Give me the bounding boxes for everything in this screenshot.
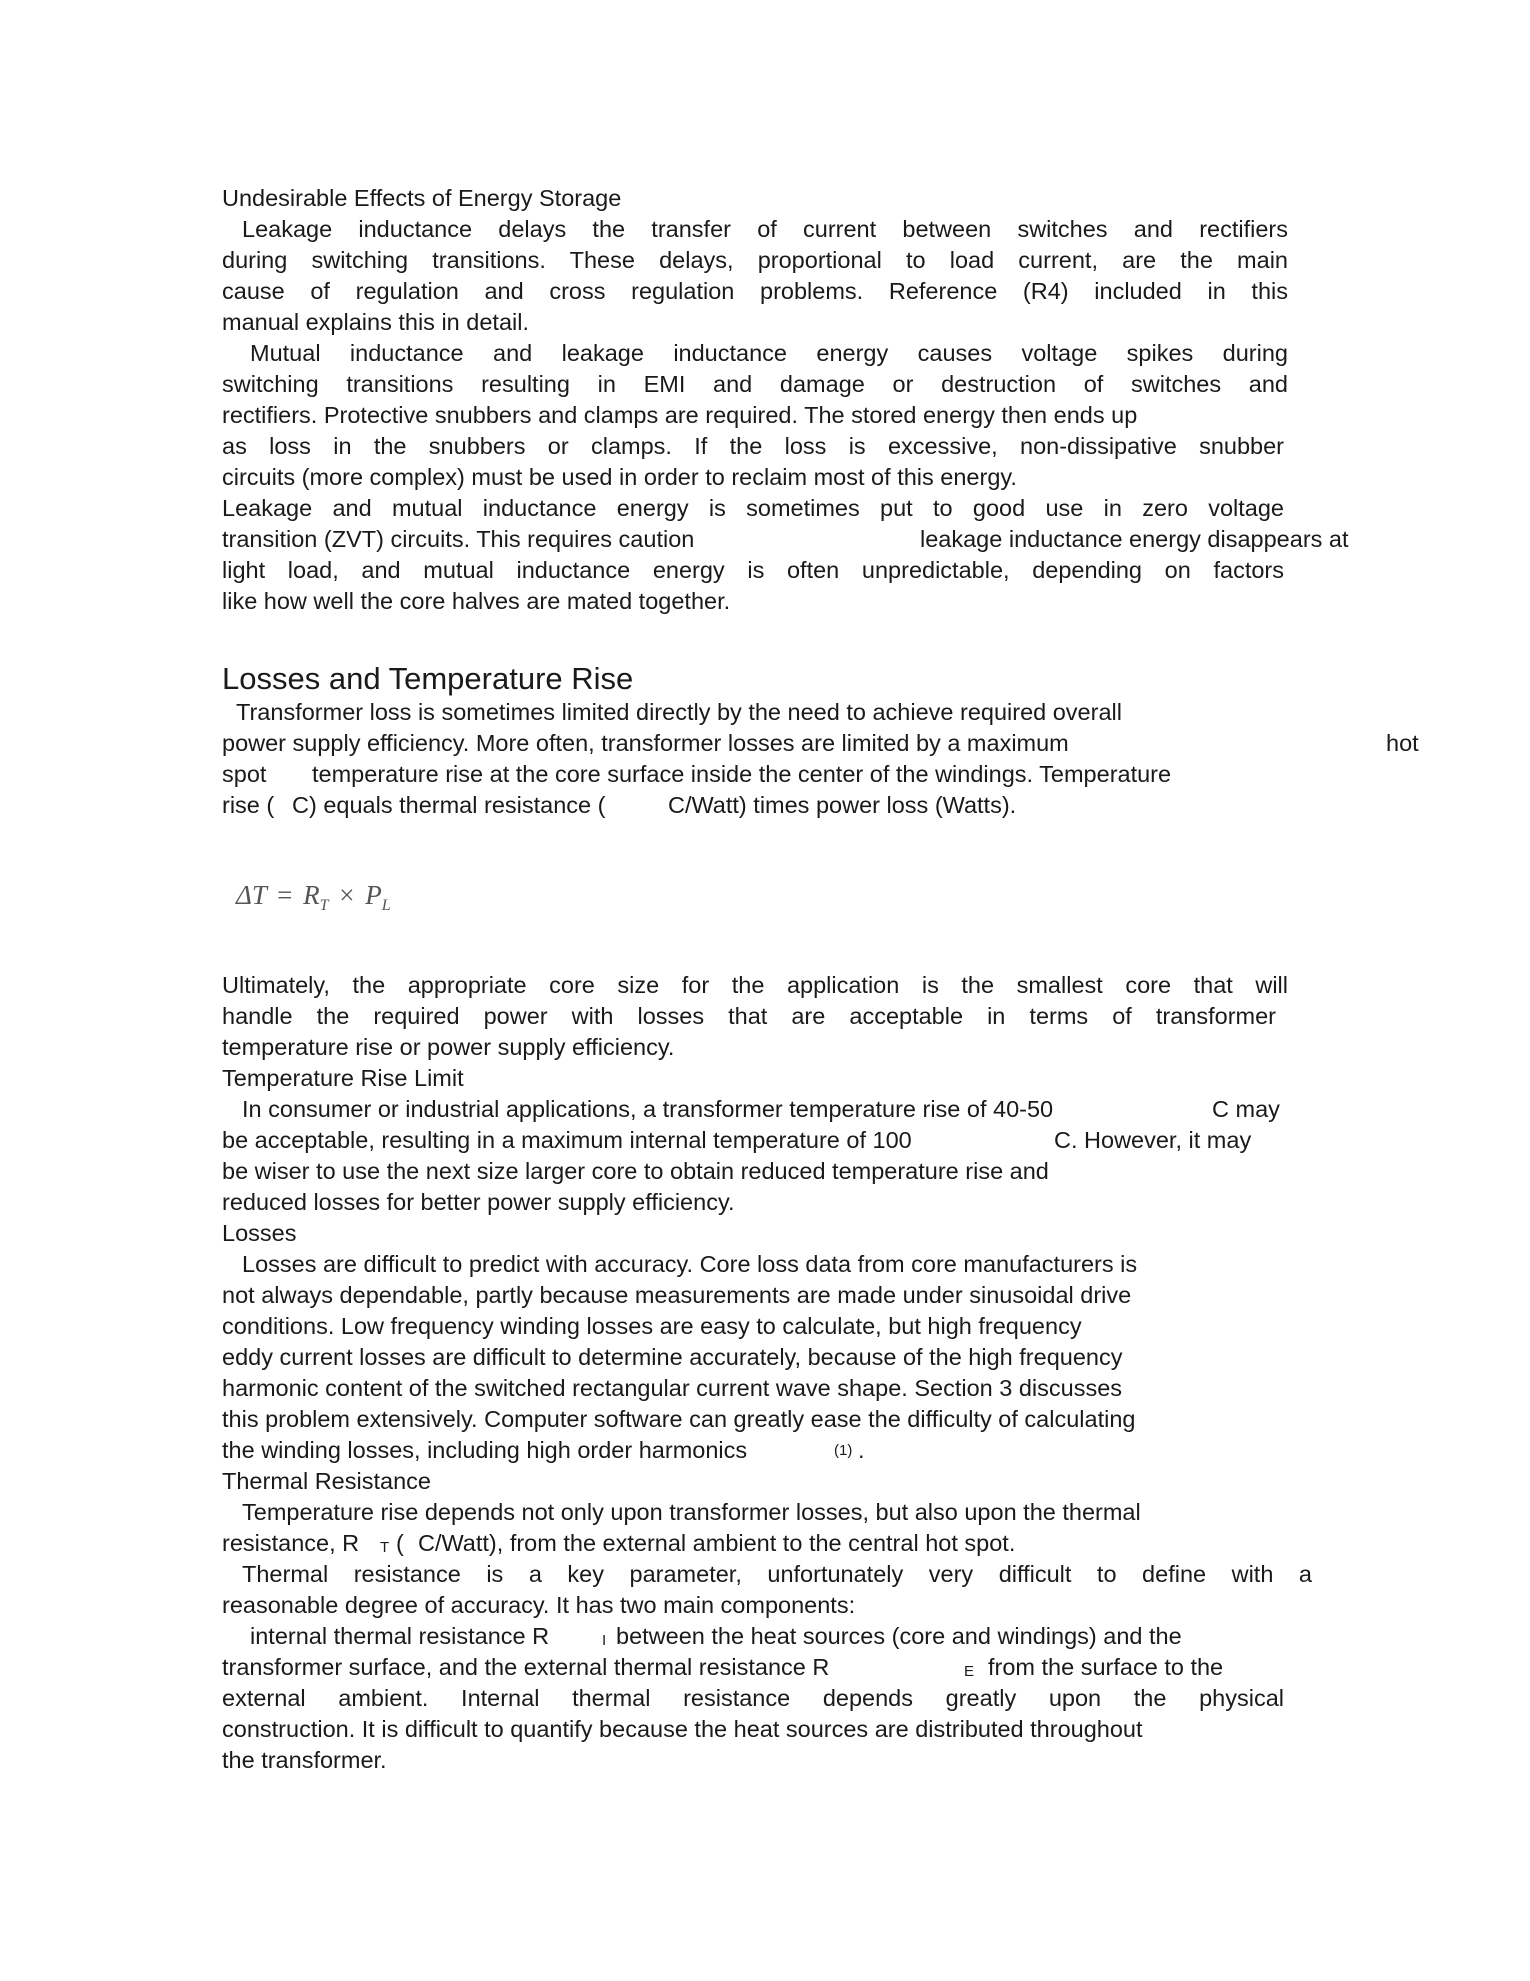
paragraph-line-part: C/Watt), from the external ambient to the central hot spot. bbox=[418, 1530, 1016, 1556]
paragraph-line-part: C) equals thermal resistance ( bbox=[292, 792, 606, 818]
paragraph-line: as loss in the snubbers or clamps. If the loss is excessive, non-dissipative snubber bbox=[222, 433, 1284, 459]
paragraph-line-part: temperature rise at the core surface inside the center of the windings. Temperature bbox=[312, 761, 1172, 787]
paragraph-line: switching transitions resulting in EMI and damage or destruction of switches and bbox=[222, 371, 1288, 397]
paragraph-line: Ultimately, the appropriate core size for the application is the smallest core that will bbox=[222, 972, 1288, 998]
formula-equals: = bbox=[277, 880, 293, 910]
paragraph-line-part: power supply efficiency. More often, transformer losses are limited by a maximum bbox=[222, 730, 1069, 756]
paragraph-line: reasonable degree of accuracy. It has two main components: bbox=[222, 1592, 856, 1618]
paragraph-line: not always dependable, partly because measurements are made under sinusoidal drive bbox=[222, 1282, 1132, 1308]
section-heading-losses: Losses and Temperature Rise bbox=[222, 661, 634, 696]
paragraph-line-part: the winding losses, including high order harmonics bbox=[222, 1437, 748, 1463]
paragraph-line-part: internal thermal resistance R bbox=[250, 1623, 550, 1649]
paragraph-line-part: resistance, R bbox=[222, 1530, 360, 1556]
paragraph-line: conditions. Low frequency winding losses are easy to calculate, but high frequency bbox=[222, 1313, 1082, 1339]
subheading-temperature-rise-limit: Temperature Rise Limit bbox=[222, 1065, 464, 1091]
paragraph-line-part: In consumer or industrial applications, a transformer temperature rise of 40-50 bbox=[242, 1096, 1054, 1122]
subheading-losses: Losses bbox=[222, 1220, 297, 1246]
formula-r: R bbox=[303, 880, 320, 910]
paragraph-line: Leakage inductance delays the transfer of current between switches and rectifiers bbox=[242, 216, 1288, 242]
paragraph-line: manual explains this in detail. bbox=[222, 309, 529, 335]
formula-delta-t: ΔT bbox=[236, 880, 267, 910]
paragraph-line-part: transition (ZVT) circuits. This requires caution bbox=[222, 526, 695, 552]
paragraph-line: external ambient. Internal thermal resistance depends greatly upon the physical bbox=[222, 1685, 1284, 1711]
formula-r-subscript: T bbox=[319, 897, 329, 914]
paragraph-line: Losses are difficult to predict with accuracy. Core loss data from core manufacturers is bbox=[242, 1251, 1138, 1277]
paragraph-line: reduced losses for better power supply efficiency. bbox=[222, 1189, 735, 1215]
paragraph-line: handle the required power with losses that are acceptable in terms of transformer bbox=[222, 1003, 1276, 1029]
paragraph-line-part: C may bbox=[1212, 1096, 1280, 1122]
paragraph-line-part: hot bbox=[1386, 730, 1419, 756]
paragraph-line: Temperature rise depends not only upon transformer losses, but also upon the thermal bbox=[242, 1499, 1141, 1525]
paragraph-line-part: . bbox=[858, 1437, 865, 1463]
paragraph-line: light load, and mutual inductance energy is often unpredictable, depending on factors bbox=[222, 557, 1284, 583]
subheading-thermal-resistance: Thermal Resistance bbox=[222, 1468, 431, 1494]
paragraph-line: Mutual inductance and leakage inductance energy causes voltage spikes during bbox=[250, 340, 1288, 366]
paragraph-line: rectifiers. Protective snubbers and clamps are required. The stored energy then ends up bbox=[222, 402, 1138, 428]
section-heading-energy-storage: Undesirable Effects of Energy Storage bbox=[222, 185, 622, 211]
paragraph-line-part: between the heat sources (core and windings) and the bbox=[616, 1623, 1182, 1649]
paragraph-line: harmonic content of the switched rectangular current wave shape. Section 3 discusses bbox=[222, 1375, 1123, 1401]
subscript: E bbox=[964, 1663, 975, 1680]
paragraph-line: Thermal resistance is a key parameter, unfortunately very difficult to define with a bbox=[242, 1561, 1312, 1587]
paragraph-line-part: rise ( bbox=[222, 792, 275, 818]
subscript: T bbox=[380, 1539, 390, 1556]
paragraph-line-part: C. However, it may bbox=[1054, 1127, 1252, 1153]
paragraph-line-part: leakage inductance energy disappears at bbox=[920, 526, 1349, 552]
paragraph-line: construction. It is difficult to quantify because the heat sources are distributed throughout bbox=[222, 1716, 1143, 1742]
paragraph-line-part: C/Watt) times power loss (Watts). bbox=[668, 792, 1017, 818]
paragraph-line: cause of regulation and cross regulation problems. Reference (R4) included in this bbox=[222, 278, 1288, 304]
paragraph-line: like how well the core halves are mated together. bbox=[222, 588, 731, 614]
paragraph-line: eddy current losses are difficult to determine accurately, because of the high frequency bbox=[222, 1344, 1123, 1370]
paragraph-line: Transformer loss is sometimes limited directly by the need to achieve required overall bbox=[236, 699, 1122, 725]
paragraph-line: this problem extensively. Computer software can greatly ease the difficulty of calculating bbox=[222, 1406, 1136, 1432]
formula-p: P bbox=[365, 880, 382, 910]
reference-marker: (1) bbox=[834, 1442, 853, 1459]
formula-times: × bbox=[339, 880, 355, 910]
temperature-rise-formula bbox=[236, 880, 391, 915]
paragraph-line: temperature rise or power supply efficiency. bbox=[222, 1034, 675, 1060]
paragraph-line: during switching transitions. These delays, proportional to load current, are the main bbox=[222, 247, 1288, 273]
paragraph-line-part: spot bbox=[222, 761, 267, 787]
paragraph-line: be wiser to use the next size larger core to obtain reduced temperature rise and bbox=[222, 1158, 1049, 1184]
paragraph-line-part: transformer surface, and the external thermal resistance R bbox=[222, 1654, 830, 1680]
paragraph-line-part: from the surface to the bbox=[988, 1654, 1224, 1680]
paragraph-line: circuits (more complex) must be used in order to reclaim most of this energy. bbox=[222, 464, 1017, 490]
formula-p-subscript: L bbox=[381, 897, 391, 914]
paragraph-line-part: ( bbox=[396, 1530, 404, 1556]
paragraph-line-part: be acceptable, resulting in a maximum internal temperature of 100 bbox=[222, 1127, 912, 1153]
paragraph-line: Leakage and mutual inductance energy is sometimes put to good use in zero voltage bbox=[222, 495, 1284, 521]
paragraph-line: the transformer. bbox=[222, 1747, 387, 1773]
subscript: I bbox=[602, 1632, 607, 1649]
